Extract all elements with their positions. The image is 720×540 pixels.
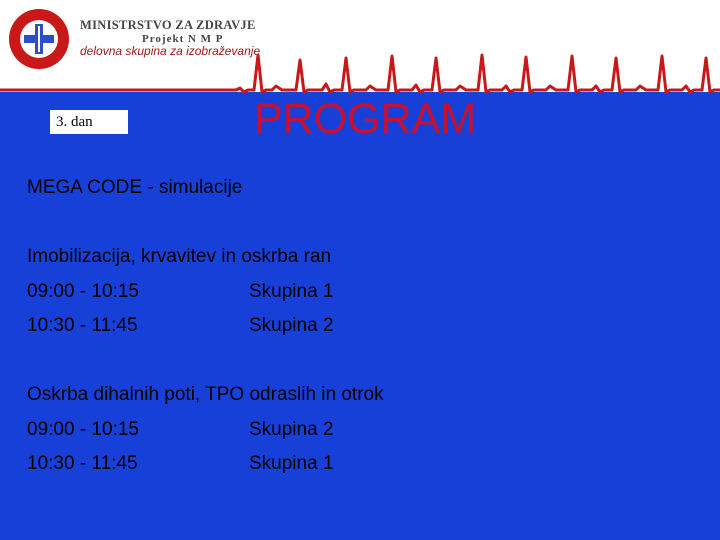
session-group: Skupina 1 [249,281,334,302]
session-group: Skupina 1 [249,453,334,474]
intro-heading: MEGA CODE - simulacije [27,177,243,198]
session-heading: Oskrba dihalnih poti, TPO odraslih in otrok [27,384,384,405]
page-title: PROGRAM [254,95,477,143]
session-group: Skupina 2 [249,315,334,336]
org-subtitle: Projekt N M P [142,33,224,45]
session-group: Skupina 2 [249,419,334,440]
session-time: 09:00 - 10:15 [27,281,139,302]
org-group: delovna skupina za izobraževanje [80,44,261,58]
day-label: 3. dan [50,110,128,134]
session-time: 10:30 - 11:45 [27,315,138,336]
session-heading: Imobilizacija, krvavitev in oskrba ran [27,246,332,267]
session-time: 10:30 - 11:45 [27,453,138,474]
session-time: 09:00 - 10:15 [27,419,139,440]
ecg-line-icon [0,0,720,95]
org-title: MINISTRSTVO ZA ZDRAVJE [80,18,256,32]
